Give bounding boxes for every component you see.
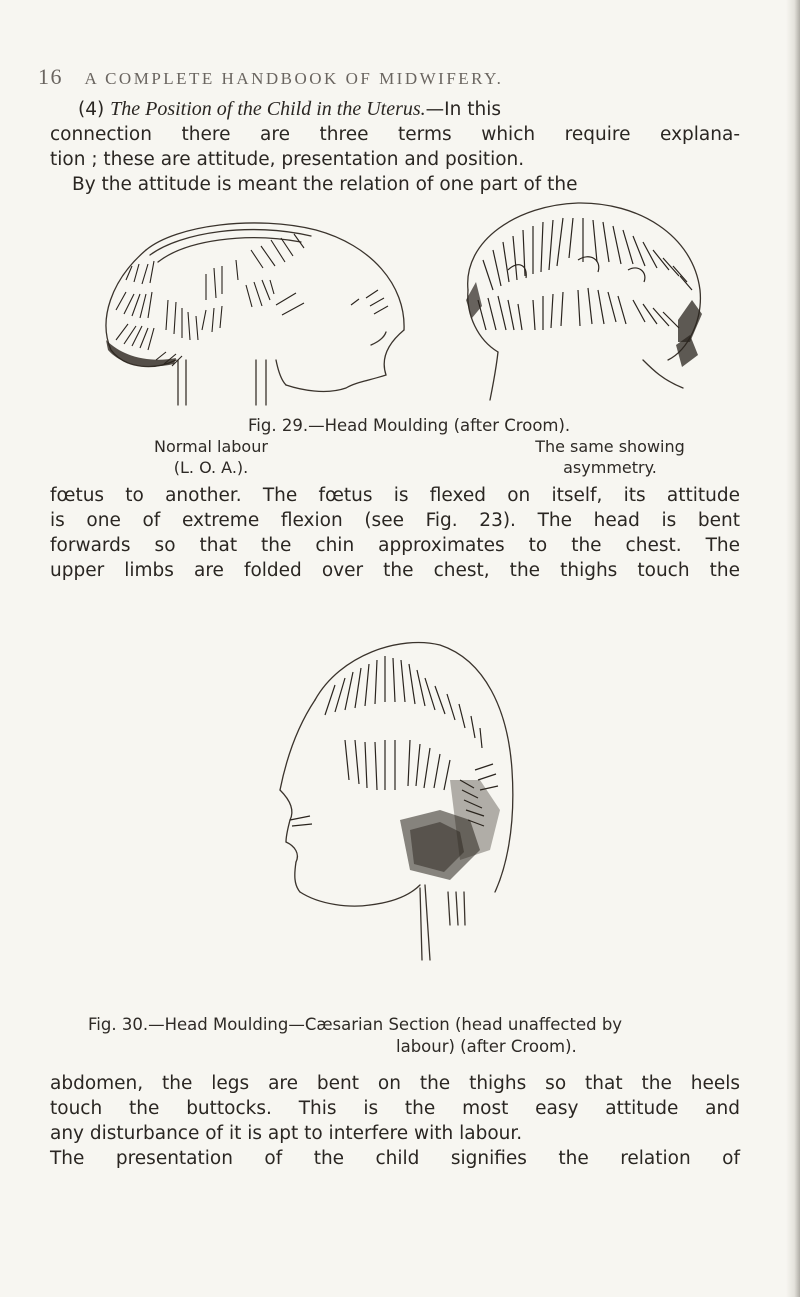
section-heading-line bbox=[50, 97, 740, 122]
paragraph-line: is one of extreme flexion (see Fig. 23). The head is bent bbox=[50, 510, 740, 531]
figure-29-left-label bbox=[96, 436, 326, 478]
paragraph-line: The presentation of the child signifies the relation of bbox=[50, 1148, 740, 1169]
figure-29-normal-head bbox=[86, 210, 406, 410]
figure-29-caption-text: Fig. 29.—Head Moulding (after Croom). bbox=[248, 416, 571, 435]
paragraph-line: forwards so that the chin approximates to the chest. The bbox=[50, 535, 740, 556]
paragraph-line: In this bbox=[444, 99, 501, 120]
figure-30-caesarian-head bbox=[250, 630, 520, 980]
paragraph-line: upper limbs are folded over the chest, the thighs touch the bbox=[50, 560, 740, 581]
page-header bbox=[38, 64, 503, 90]
head-moulding-asymmetry-illustration bbox=[438, 200, 718, 405]
figure-30-caption bbox=[88, 1014, 748, 1058]
figure-29-left-label-line: Normal labour bbox=[154, 437, 268, 456]
head-moulding-normal-illustration bbox=[86, 210, 406, 410]
figure-29-asymmetry-head bbox=[438, 200, 718, 405]
paragraph-line: fœtus to another. The fœtus is flexed on itself, its attitude bbox=[50, 485, 740, 506]
paragraph-line: any disturbance of it is apt to interfere with labour. bbox=[50, 1123, 523, 1144]
head-moulding-caesarian-illustration bbox=[250, 630, 520, 980]
paragraph-line: abdomen, the legs are bent on the thighs so that the heels bbox=[50, 1073, 740, 1094]
paragraph-line: touch the buttocks. This is the most easy attitude and bbox=[50, 1098, 740, 1119]
paragraph-attitude bbox=[50, 483, 740, 583]
figure-30-caption-line: labour) (after Croom). bbox=[396, 1037, 577, 1056]
section-number: (4) bbox=[78, 99, 105, 120]
running-head: A COMPLETE HANDBOOK OF MIDWIFERY. bbox=[84, 69, 504, 88]
paragraph-line: tion ; these are attitude, presentation and position. bbox=[50, 149, 525, 170]
section-title: The Position of the Child in the Uterus. bbox=[110, 98, 426, 120]
paragraph-line: connection there are three terms which require explana- bbox=[50, 124, 740, 145]
section-dash: — bbox=[425, 99, 445, 120]
figure-29-right-label-line: The same showing bbox=[535, 437, 685, 456]
figure-30-caption-line: Fig. 30.—Head Moulding—Cæsarian Section (head unaffected by bbox=[88, 1015, 623, 1034]
figure-29-right-label-line: asymmetry. bbox=[563, 458, 657, 477]
page-edge-shadow bbox=[786, 0, 800, 1297]
figure-29-left-label-line: (L. O. A.). bbox=[173, 458, 249, 477]
section-4-paragraph bbox=[50, 97, 740, 197]
figure-29-caption bbox=[248, 415, 570, 437]
page-number: 16 bbox=[38, 64, 63, 89]
paragraph-presentation bbox=[50, 1071, 740, 1171]
figure-29-right-label bbox=[520, 436, 700, 478]
paragraph-line: By the attitude is meant the relation of one part of the bbox=[72, 174, 578, 195]
